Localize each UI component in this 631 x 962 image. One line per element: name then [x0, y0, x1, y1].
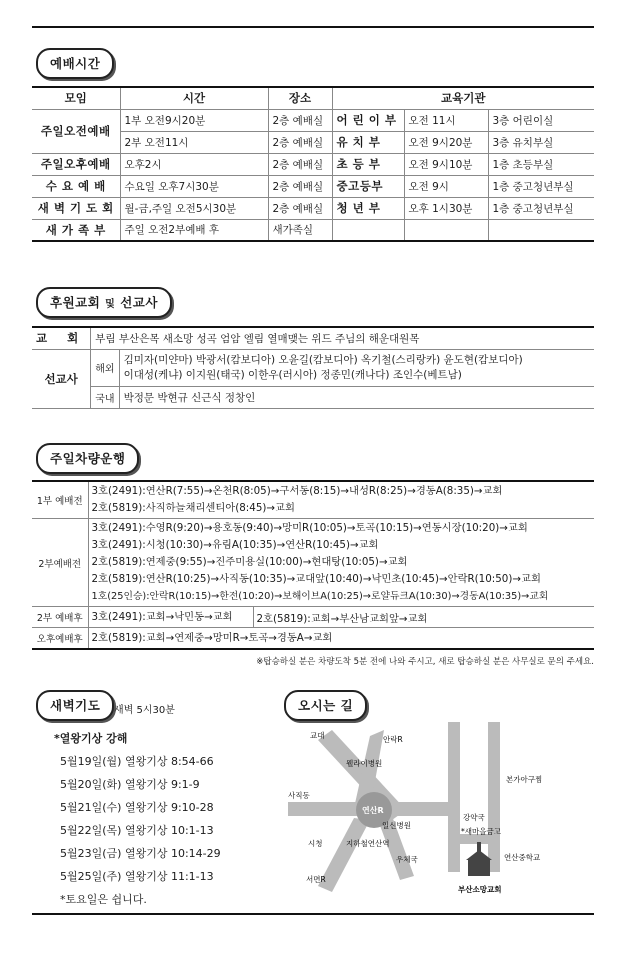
worship-place: 2층 예배실: [268, 197, 332, 219]
bus-first-routes: [88, 481, 594, 519]
map-label-post: 우체국: [396, 855, 418, 864]
map-label-wellari: 웰라이병원: [346, 759, 383, 768]
worship-time: 오후2시: [120, 153, 268, 175]
bus-pm-label: 오후예배후: [32, 628, 88, 650]
bus-after2-b: 2호(5819):교회→부산남교회앞→교회: [253, 607, 594, 628]
map-label-seomyeon: 서면R: [306, 875, 326, 884]
support-table: [32, 326, 594, 409]
bus-first-label: 1부 예배전: [32, 481, 88, 519]
missionary-label: 선교사: [32, 349, 91, 408]
table-row: [32, 327, 594, 349]
worship-name: 수 요 예 배: [32, 175, 120, 197]
map-label-ilsin: 일신병원: [382, 821, 411, 830]
edu-name: 청 년 부: [332, 197, 404, 219]
domestic-list: 박정문 박현규 신근식 정창인: [119, 386, 594, 408]
bottom-rule: [32, 913, 594, 915]
table-row: [32, 386, 594, 408]
church-label: 교 회: [32, 327, 91, 349]
edu-name: 어 린 이 부: [332, 109, 404, 131]
edu-name: [332, 219, 404, 241]
table-row: [32, 153, 594, 175]
prayer-day: 5월22일(목) 열왕기상 10:1-13: [60, 824, 214, 837]
edu-time: 오전 9시: [404, 175, 488, 197]
bus-note: ※탑승하실 분은 차량도착 5분 전에 나와 주시고, 새로 탑승하실 분은 사무실로 문의 주세요.: [256, 657, 594, 667]
domestic-label: 국내: [91, 386, 119, 408]
route-line: 3호(2491):시청(10:30)→유림A(10:35)→연산R(10:45)→교회: [91, 539, 379, 551]
table-row: [32, 109, 594, 131]
directions-section-title: 오시는 길: [284, 690, 367, 721]
map-label-bonga: 본가아구찜: [506, 775, 543, 784]
prayer-footnote: *토요일은 쉽니다.: [60, 893, 147, 906]
worship-section-title: 예배시간: [36, 48, 114, 79]
worship-time: 2부 오전11시: [120, 131, 268, 153]
table-row: [32, 219, 594, 241]
worship-name: 새 가 족 부: [32, 219, 120, 241]
route-line: 2호(5819):사직하늘채리센티아(8:45)→교회: [91, 502, 295, 514]
road-diagonal-3: [318, 818, 370, 892]
edu-name: 유 치 부: [332, 131, 404, 153]
map-label-yeonsan-mid: 연산중학교: [504, 853, 541, 862]
overseas-line-1: 김미자(미얀마) 박광서(캄보디아) 오윤길(캄보디아) 옥기철(스리랑카) 윤도현(캄보디아): [123, 353, 523, 366]
bus-table: [32, 480, 594, 650]
worship-time: 수요일 오후7시30분: [120, 175, 268, 197]
map-label-sicheong: 시청: [308, 839, 323, 848]
route-line: 3호(2491):수영R(9:20)→용호동(9:40)→망미R(10:05)→토곡(10:15)→연동시장(10:20)→교회: [91, 522, 528, 534]
map-label-saemaul: *새마을금고: [461, 827, 501, 836]
header-place: 장소: [268, 87, 332, 109]
overseas-label: 해외: [91, 349, 119, 386]
edu-time: 오전 9시20분: [404, 131, 488, 153]
table-row: [32, 175, 594, 197]
header-group: 모임: [32, 87, 120, 109]
table-row: [32, 197, 594, 219]
edu-name: 중고등부: [332, 175, 404, 197]
edu-place: 3층 유치부실: [488, 131, 594, 153]
edu-place: 1층 중고청년부실: [488, 197, 594, 219]
bus-second-label: 2부예배전: [32, 519, 88, 607]
worship-time: 월-금,주일 오전5시30분: [120, 197, 268, 219]
worship-time: 1부 오전9시20분: [120, 109, 268, 131]
bus-after2-label: 2부 예배후: [32, 607, 88, 628]
worship-header-row: [32, 87, 594, 109]
table-row: [32, 349, 594, 386]
table-row: [32, 607, 594, 628]
worship-place: 2층 예배실: [268, 175, 332, 197]
route-line: 2호(5819):연산R(10:25)→사직동(10:35)→교대앞(10:40)→낙민초(10:45)→안락R(10:50)→교회: [91, 573, 541, 585]
edu-place: 3층 어린이실: [488, 109, 594, 131]
map-label-subway: 지하철연산역: [346, 839, 390, 848]
edu-time: [404, 219, 488, 241]
worship-table: [32, 86, 594, 242]
edu-place: [488, 219, 594, 241]
edu-name: 초 등 부: [332, 153, 404, 175]
directions-map: [288, 722, 588, 910]
edu-time: 오후 1시30분: [404, 197, 488, 219]
edu-time: 오전 11시: [404, 109, 488, 131]
map-label-sajik: 사직동: [288, 791, 310, 800]
map-label-yeonsan: 연산R: [362, 806, 384, 815]
worship-place: 새가족실: [268, 219, 332, 241]
bus-section-title: 주일차량운행: [36, 443, 139, 474]
header-time: 시간: [120, 87, 268, 109]
route-line: 3호(2491):연산R(7:55)→온천R(8:05)→구서동(8:15)→내성R(8:25)→경동A(8:35)→교회: [91, 485, 503, 497]
table-row: [32, 628, 594, 650]
bus-second-routes: [88, 519, 594, 607]
table-row: [32, 519, 594, 607]
support-section-title: 후원교회 및 선교사: [36, 287, 172, 318]
prayer-day: 5월25일(주) 열왕기상 11:1-13: [60, 870, 214, 883]
church-list: 부림 부산은목 새소망 성곡 엄암 엘림 열매맺는 위드 주님의 해운대원목: [91, 327, 594, 349]
road-vertical-1: [448, 722, 460, 872]
prayer-section-title: 새벽기도: [36, 690, 114, 721]
worship-place: 2층 예배실: [268, 109, 332, 131]
edu-time: 오전 9시10분: [404, 153, 488, 175]
prayer-day: 5월21일(수) 열왕기상 9:10-28: [60, 801, 214, 814]
map-label-anrak: 안락R: [383, 735, 403, 744]
edu-place: 1층 중고청년부실: [488, 175, 594, 197]
prayer-heading: *열왕기상 강해: [54, 732, 128, 745]
bus-after2-a: 3호(2491):교회→낙민동→교회: [88, 607, 253, 628]
road-vertical-2: [488, 722, 500, 872]
table-row: [32, 481, 594, 519]
worship-name: 주일오후예배: [32, 153, 120, 175]
overseas-list: [119, 349, 594, 386]
edu-place: 1층 초등부실: [488, 153, 594, 175]
prayer-subtitle: 새벽 5시30분: [114, 705, 175, 716]
prayer-day: 5월23일(금) 열왕기상 10:14-29: [60, 847, 221, 860]
map-label-gyodae: 교대: [310, 731, 325, 740]
worship-name: 새 벽 기 도 회: [32, 197, 120, 219]
route-line: 2호(5819):연제중(9:55)→진주미용실(10:00)→현대탕(10:05)→교회: [91, 556, 408, 568]
prayer-day: 5월19일(월) 열왕기상 8:54-66: [60, 755, 214, 768]
worship-time: 주일 오전2부예배 후: [120, 219, 268, 241]
bus-pm-route: 2호(5819):교회→연제중→망미R→토곡→경동A→교회: [88, 628, 594, 650]
worship-name: 주일오전예배: [32, 109, 120, 153]
worship-place: 2층 예배실: [268, 131, 332, 153]
header-edu: 교육기관: [332, 87, 594, 109]
map-label-church: 부산소망교회: [458, 885, 502, 894]
worship-place: 2층 예배실: [268, 153, 332, 175]
top-rule: [32, 26, 594, 28]
prayer-day: 5월20일(화) 열왕기상 9:1-9: [60, 778, 200, 791]
overseas-line-2: 이대성(케냐) 이지원(태국) 이한우(러시아) 정종민(캐나다) 조인수(베트남): [123, 368, 462, 381]
route-line: 1호(25인승):안락R(10:15)→한전(10:20)→보해이브A(10:25)→로얄듀크A(10:30)→경동A(10:35)→교회: [91, 591, 549, 602]
map-label-gangyak: 강약국: [463, 813, 485, 822]
